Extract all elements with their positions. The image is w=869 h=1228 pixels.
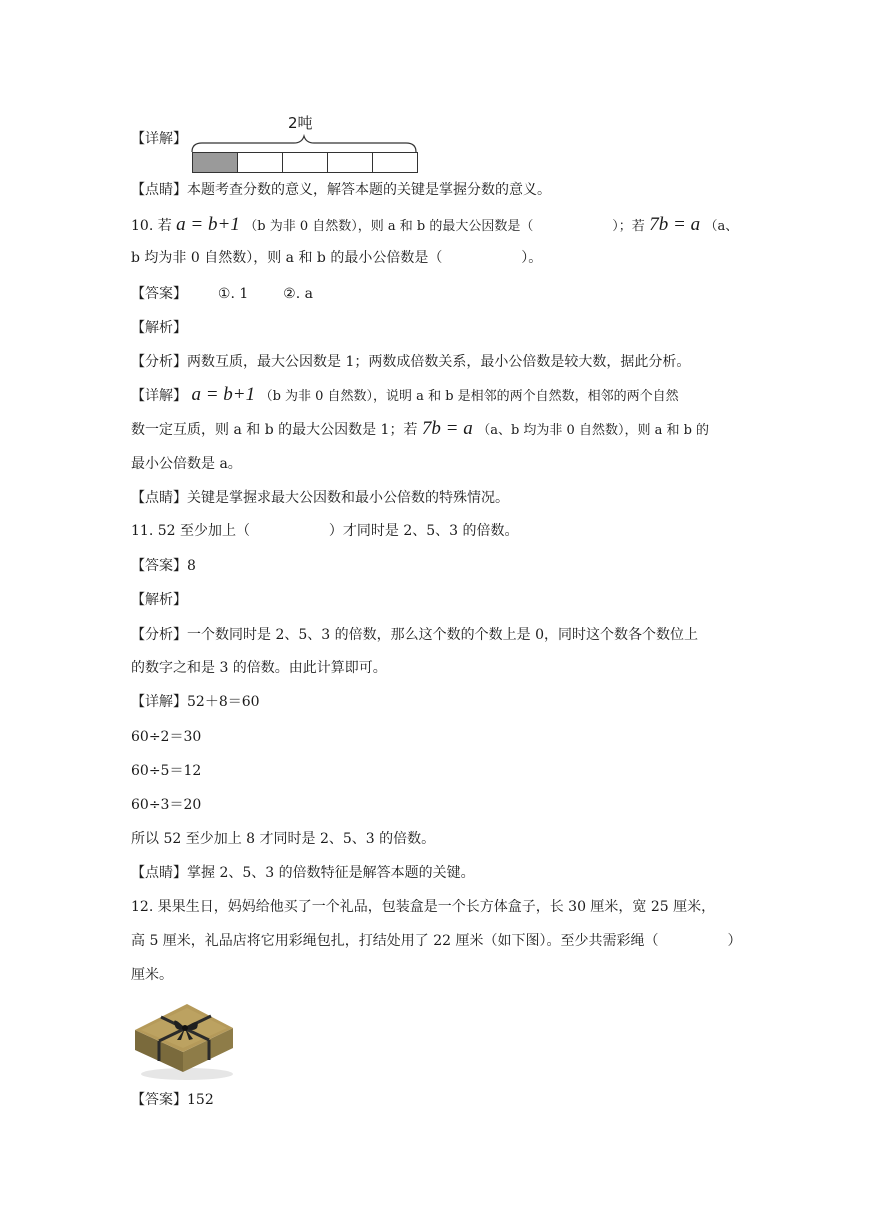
bar-part xyxy=(328,153,373,172)
q11-question xyxy=(131,521,519,541)
q11-detail-1: 【详解】52＋8＝60 xyxy=(131,694,260,710)
q10-question-line2 xyxy=(131,248,542,268)
q11-analysis-2: 的数字之和是 3 的倍数。由此计算即可。 xyxy=(131,660,387,676)
shaded-part xyxy=(193,153,238,172)
fraction-bar-diagram xyxy=(190,110,420,175)
answer-2: ②. a xyxy=(283,286,313,302)
q9-tip: 【点睛】本题考查分数的意义，解答本题的关键是掌握分数的意义。 xyxy=(131,182,551,198)
q10-answer xyxy=(131,284,313,304)
q11-detail-4: 60÷3＝20 xyxy=(131,797,202,813)
q10-detail-equation-2: 7b = a xyxy=(421,418,473,439)
q12-answer: 【答案】152 xyxy=(131,1092,214,1108)
q10-analysis: 【分析】两数互质，最大公因数是 1；两数成倍数关系，最小公倍数是较大数，据此分析。 xyxy=(131,354,691,370)
q10-detail-2a: 数一定互质，则 a 和 b 的最大公因数是 1；若 xyxy=(131,422,418,438)
q11-answer: 【答案】8 xyxy=(131,558,196,574)
q10-prefix: 10. 若 xyxy=(131,218,172,234)
q11-tip: 【点睛】掌握 2、5、3 的倍数特征是解答本题的关键。 xyxy=(131,865,475,881)
fraction-bar xyxy=(192,152,418,173)
brace-icon xyxy=(190,110,420,155)
q10-detail-1: （b 为非 0 自然数），说明 a 和 b 是相邻的两个自然数，相邻的两个自然 xyxy=(259,389,679,404)
q11-analysis-label: 【解析】 xyxy=(131,592,187,608)
q10-tip: 【点睛】关键是掌握求最大公因数和最小公倍数的特殊情况。 xyxy=(131,490,509,506)
answer-label: 【答案】 xyxy=(131,286,187,302)
q11-detail-3: 60÷5＝12 xyxy=(131,763,202,779)
q11-detail-2: 60÷2＝30 xyxy=(131,729,202,745)
detail-label: 【详解】 xyxy=(131,388,187,404)
q10-line2: b 均为非 0 自然数），则 a 和 b 的最小公倍数是（ xyxy=(131,250,443,266)
q10-text-1: （b 为非 0 自然数），则 a 和 b 的最大公因数是（ xyxy=(244,219,534,234)
q12-line2 xyxy=(131,931,741,951)
bar-part xyxy=(373,153,417,172)
q10-detail-line1 xyxy=(131,385,679,407)
q10-text-3: （a、 xyxy=(704,219,739,234)
detail-label: 【详解】 xyxy=(131,131,187,147)
q10-detail-2b: （a、b 均为非 0 自然数），则 a 和 b 的 xyxy=(477,423,710,438)
q12-line3: 厘米。 xyxy=(131,967,173,983)
q10-line2-end: ）。 xyxy=(521,250,543,266)
q12-line2b: ） xyxy=(727,933,742,949)
q10-equation-2: 7b = a xyxy=(649,214,701,235)
q11-question-b: ）才同时是 2、5、3 的倍数。 xyxy=(328,523,519,539)
q10-equation-1: a = b+1 xyxy=(176,214,240,235)
q12-line2a: 高 5 厘米，礼品店将它用彩绳包扎，打结处用了 22 厘米（如下图）。至少共需彩绳（ xyxy=(131,933,659,949)
q10-text-2: ）；若 xyxy=(612,219,645,234)
q11-detail-5: 所以 52 至少加上 8 才同时是 2、5、3 的倍数。 xyxy=(131,831,436,847)
q11-analysis-1: 【分析】一个数同时是 2、5、3 的倍数，那么这个数的个数上是 0，同时这个数各个数位上 xyxy=(131,627,698,643)
bar-part xyxy=(283,153,328,172)
q10-analysis-label: 【解析】 xyxy=(131,320,187,336)
q10-detail-line2 xyxy=(131,419,709,441)
bar-part xyxy=(238,153,283,172)
q12-line1: 12. 果果生日，妈妈给他买了一个礼品，包装盒是一个长方体盒子，长 30 厘米，宽 25 厘米， xyxy=(131,899,716,915)
q11-question-a: 11. 52 至少加上（ xyxy=(131,523,250,539)
gift-box-image xyxy=(131,992,237,1084)
q10-question-line1 xyxy=(131,215,738,237)
q10-detail-equation: a = b+1 xyxy=(191,384,256,405)
q10-detail-line3: 最小公倍数是 a。 xyxy=(131,456,242,472)
answer-1: ①. 1 xyxy=(217,286,249,302)
diagram-total-label: 2吨 xyxy=(288,114,313,132)
